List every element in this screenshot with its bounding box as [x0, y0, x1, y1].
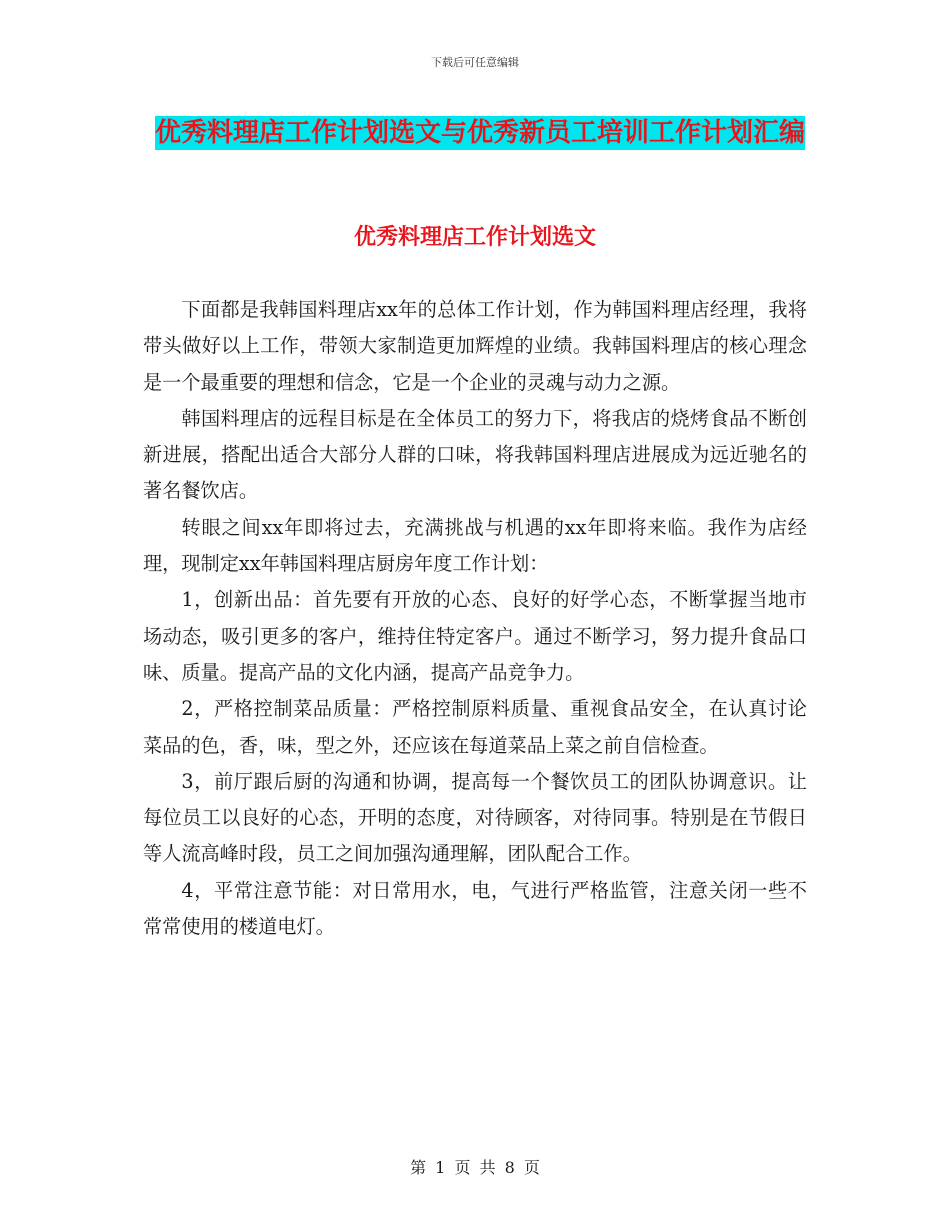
paragraph: 4，平常注意节能：对日常用水，电，气进行严格监管，注意关闭一些不常常使用的楼道电灯。 [143, 878, 807, 939]
page-footer: 第 1 页 共 8 页 [410, 1158, 540, 1177]
document-title [140, 110, 820, 156]
paragraph: 2，严格控制菜品质量：严格控制原料质量、重视食品安全，在认真讨论菜品的色，香，味，型之外，还应该在每道菜品上菜之前自信检查。 [143, 697, 807, 757]
body-text [143, 292, 807, 945]
paragraph: 转眼之间xx年即将过去，充满挑战与机遇的xx年即将来临。我作为店经理，现制定xx年韩国料理店厨房年度工作计划： [143, 515, 807, 576]
paragraph: 下面都是我韩国料理店xx年的总体工作计划，作为韩国料理店经理，我将带头做好以上工作，带领大家制造更加辉煌的业绩。我韩国料理店的核心理念是一个最重要的理想和信念，它是一个企业的灵魂与动力之源。 [143, 298, 807, 394]
document-title-text: 优秀料理店工作计划选文与优秀新员工培训工作计划汇编 [154, 118, 805, 148]
paragraph: 1，创新出品：首先要有开放的心态、良好的好学心态，不断掌握当地市场动态，吸引更多的客户，维持住特定客户。通过不断学习，努力提升食品口味、质量。提高产品的文化内涵，提高产品竞争力。 [143, 588, 807, 684]
paragraph: 3，前厅跟后厨的沟通和协调，提高每一个餐饮员工的团队协调意识。让每位员工以良好的心态，开明的态度，对待顾客，对待同事。特别是在节假日等人流高峰时段，员工之间加强沟通理解，团队配合工作。 [143, 769, 807, 866]
header-note: 下载后可任意编辑 [431, 56, 519, 69]
paragraph: 韩国料理店的远程目标是在全体员工的努力下，将我店的烧烤食品不断创新进展，搭配出适合大部分人群的口味，将我韩国料理店进展成为远近驰名的著名餐饮店。 [143, 406, 807, 503]
section-title: 优秀料理店工作计划选文 [353, 225, 596, 250]
